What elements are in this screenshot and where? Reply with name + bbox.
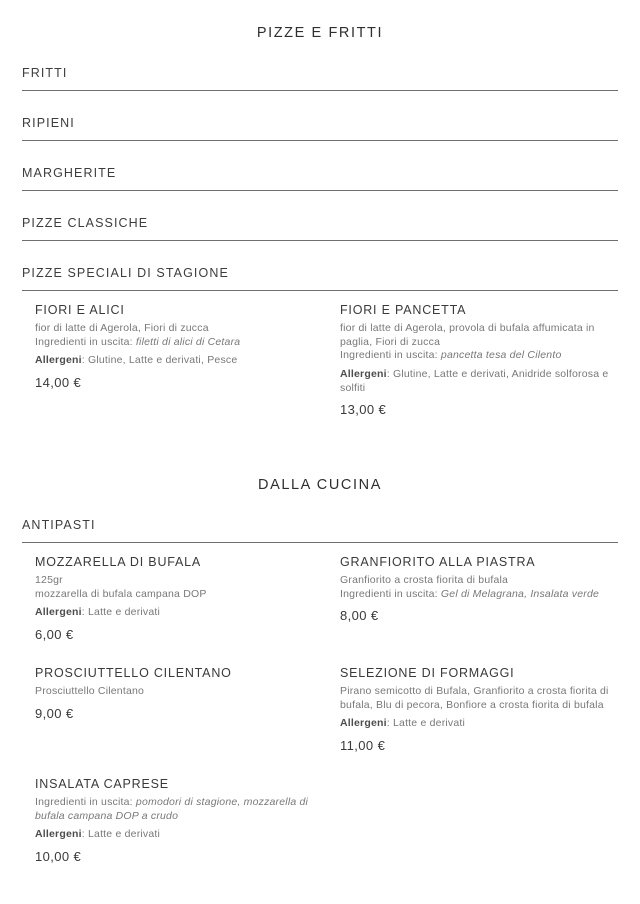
menu-item-prosciuttello-cilentano — [22, 666, 313, 753]
item-name: SELEZIONE DI FORMAGGI — [340, 666, 515, 681]
item-name: INSALATA CAPRESE — [35, 777, 169, 792]
accordion-section-antipasti — [22, 516, 618, 866]
ingredienti-prefix: Ingredienti in uscita: — [35, 335, 133, 348]
item-ingredienti — [35, 796, 313, 823]
ingredienti-prefix: Ingredienti in uscita: — [340, 349, 438, 362]
menu-item-granfiorito-alla-piastra — [327, 555, 618, 642]
menu-group-title: DALLA CUCINA — [258, 477, 382, 494]
ingredienti-detail: Gel di Melagrana, Insalata verde — [440, 587, 600, 600]
allergeni-label: Allergeni — [340, 717, 387, 730]
item-price: 6,00 € — [35, 627, 74, 643]
section-items — [22, 291, 618, 419]
menu-group-dalla-cucina — [22, 477, 618, 866]
accordion-header-ripieni[interactable] — [22, 114, 618, 141]
item-price: 14,00 € — [35, 374, 82, 390]
allergeni-detail: Latte e derivati — [392, 717, 466, 730]
item-description: Granfiorito a crosta fiorita di bufala — [340, 574, 509, 587]
item-price: 8,00 € — [340, 608, 379, 624]
allergeni-detail: Glutine, Latte e derivati, Pesce — [87, 354, 238, 367]
accordion-section-pizze-speciali-di-stagione — [22, 264, 618, 419]
allergeni-detail: Latte e derivati — [87, 828, 161, 841]
item-name: GRANFIORITO ALLA PIASTRA — [340, 555, 536, 570]
item-ingredienti — [35, 336, 313, 350]
menu-item-selezione-di-formaggi — [327, 666, 618, 753]
allergeni-detail: Glutine, Latte e derivati, Anidride solforosa e solfiti — [340, 367, 609, 394]
item-price: 10,00 € — [35, 848, 82, 864]
accordion-header-antipasti[interactable] — [22, 516, 618, 543]
item-name: MOZZARELLA DI BUFALA — [35, 555, 202, 570]
item-description: fior di latte di Agerola, Fiori di zucca — [35, 322, 209, 334]
allergeni-label: Allergeni — [340, 367, 387, 380]
item-price: 13,00 € — [340, 402, 387, 418]
item-name: PROSCIUTTELLO CILENTANO — [35, 666, 232, 681]
accordion-section-pizze-classiche — [22, 214, 618, 241]
ingredienti-prefix: Ingredienti in uscita: — [35, 796, 133, 809]
accordion-header-margherite[interactable] — [22, 164, 618, 191]
ingredienti-prefix: Ingredienti in uscita: — [340, 587, 438, 600]
accordion-section-margherite — [22, 164, 618, 191]
item-price: 11,00 € — [340, 738, 386, 754]
item-allergeni: Allergeni: Latte e derivati — [35, 828, 161, 841]
menu-item-mozzarella-di-bufala — [22, 555, 313, 642]
item-price: 9,00 € — [35, 705, 74, 721]
allergeni-label: Allergeni — [35, 828, 82, 841]
menu-page — [0, 25, 640, 866]
accordion-section-fritti — [22, 64, 618, 91]
section-label: ANTIPASTI — [22, 518, 96, 533]
section-items — [22, 543, 618, 866]
item-allergeni: Allergeni: Glutine, Latte e derivati, Pesce — [35, 354, 238, 367]
item-description: Prosciuttello Cilentano — [35, 685, 145, 698]
item-description: 125gr — [35, 574, 63, 587]
section-label: PIZZE SPECIALI DI STAGIONE — [22, 266, 229, 280]
item-allergeni: Allergeni: Latte e derivati — [35, 606, 161, 619]
accordion-header-fritti[interactable] — [22, 64, 618, 91]
accordion-section-ripieni — [22, 114, 618, 141]
item-allergeni: Allergeni: Latte e derivati — [340, 717, 466, 730]
item-allergeni: Allergeni: Glutine, Latte e derivati, Anidride solforosa e solfiti — [340, 367, 609, 394]
ingredienti-detail: filetti di alici di Cetara — [135, 335, 241, 348]
menu-item-insalata-caprese — [22, 777, 313, 864]
ingredienti-detail: pomodori di stagione, mozzarella di bufala campana DOP a crudo — [35, 796, 309, 822]
item-ingredienti — [340, 349, 618, 363]
section-label: RIPIENI — [22, 116, 75, 130]
accordion-header-pizze-speciali-di-stagione[interactable] — [22, 264, 618, 291]
menu-group-title: PIZZE E FRITTI — [256, 25, 384, 41]
menu-item-fiori-e-pancetta — [327, 303, 618, 417]
menu-group-pizze-e-fritti — [22, 25, 618, 419]
section-label: FRITTI — [22, 66, 68, 80]
ingredienti-detail: pancetta tesa del Cilento — [440, 349, 562, 362]
item-ingredienti — [340, 588, 618, 602]
item-name: FIORI E ALICI — [35, 303, 125, 317]
allergeni-label: Allergeni — [35, 606, 82, 619]
allergeni-detail: Latte e derivati — [87, 606, 161, 619]
section-label: MARGHERITE — [22, 166, 117, 180]
allergeni-label: Allergeni — [35, 354, 82, 367]
item-description: mozzarella di bufala campana DOP — [35, 587, 207, 600]
item-description: fior di latte di Agerola, provola di bufala affumicata in paglia, Fiori di zucca — [340, 322, 595, 348]
accordion-header-pizze-classiche[interactable] — [22, 214, 618, 241]
section-label: PIZZE CLASSICHE — [22, 216, 149, 230]
item-name: FIORI E PANCETTA — [340, 303, 467, 317]
menu-item-fiori-e-alici — [22, 303, 313, 417]
item-description: Pirano semicotto di Bufala, Granfiorito a crosta fiorita di bufala, Blu di pecora, Bonfiore a crosta fiorita di bufala — [340, 685, 609, 711]
